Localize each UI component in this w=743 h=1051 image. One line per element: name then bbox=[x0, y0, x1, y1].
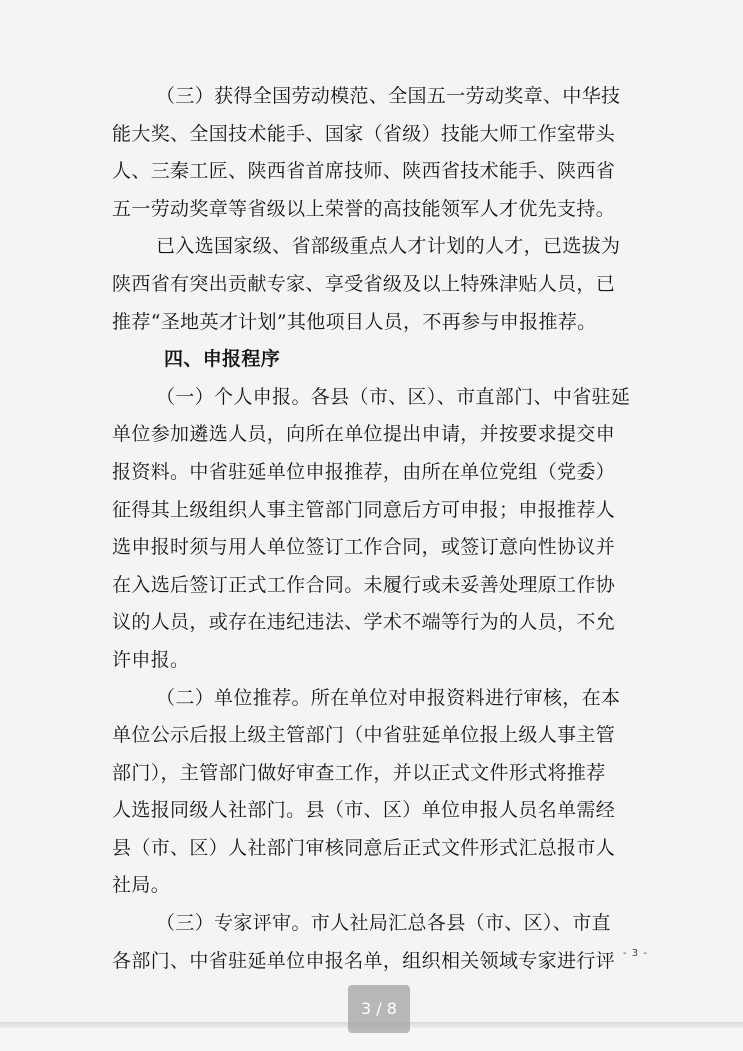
page-indicator[interactable]: 3 / 8 bbox=[348, 985, 410, 1033]
paragraph-line: 征得其上级组织人事主管部门同意后方可申报；申报推荐人 bbox=[112, 498, 616, 521]
paragraph-line: 部门），主管部门做好审查工作，并以正式文件形式将推荐 bbox=[112, 761, 606, 784]
paragraph-line: 人、三秦工匠、陕西省首席技师、陕西省技术能手、陕西省 bbox=[112, 160, 616, 183]
document-text bbox=[112, 78, 642, 980]
paragraph-line: 许申报。 bbox=[112, 648, 190, 671]
paragraph-line: 县（市、区）人社部门审核同意后正式文件形式汇总报市人 bbox=[112, 836, 616, 859]
paragraph-line: （三）获得全国劳动模范、全国五一劳动奖章、中华技 bbox=[156, 85, 621, 107]
paragraph-line: 议的人员，或存在违纪违法、学术不端等行为的人员，不允 bbox=[112, 611, 616, 634]
paragraph-line: （三）专家评审。市人社局汇总各县（市、区）、市直 bbox=[156, 912, 611, 935]
paragraph-line: 人选报同级人社部门。县（市、区）单位申报人员名单需经 bbox=[112, 799, 616, 822]
paragraph-line: 陕西省有突出贡献专家、享受省级及以上特殊津贴人员，已 bbox=[112, 272, 616, 295]
paragraph-line: （二）单位推荐。所在单位对申报资料进行审核，在本 bbox=[156, 686, 621, 709]
paragraph-line: 单位公示后报上级主管部门（中省驻延单位报上级人事主管 bbox=[112, 724, 616, 747]
paragraph-line: （一）个人申报。各县（市、区）、市直部门、中省驻延 bbox=[156, 385, 631, 408]
paragraph-line: 已入选国家级、省部级重点人才计划的人才，已选拔为 bbox=[156, 235, 621, 258]
paragraph-line: 能大奖、全国技术能手、国家（省级）技能大师工作室带头 bbox=[112, 122, 616, 145]
section-heading: 四、申报程序 bbox=[164, 348, 281, 371]
page-number: - 3 - bbox=[623, 948, 648, 959]
paragraph-line: 在入选后签订正式工作合同。未履行或未妥善处理原工作协 bbox=[112, 573, 616, 596]
paragraph-line: 社局。 bbox=[112, 874, 171, 897]
paragraph-line: 各部门、中省驻延单位申报名单，组织相关领域专家进行评 bbox=[112, 949, 616, 972]
paragraph-line: 单位参加遴选人员，向所在单位提出申请，并按要求提交申 bbox=[112, 423, 616, 446]
paragraph-line: 五一劳动奖章等省级以上荣誉的高技能领军人才优先支持。 bbox=[112, 197, 616, 220]
paragraph-line: 报资料。中省驻延单位申报推荐，由所在单位党组（党委） bbox=[112, 460, 616, 483]
paragraph-line: 推荐“圣地英才计划”其他项目人员，不再参与申报推荐。 bbox=[112, 310, 597, 333]
paragraph-line: 选申报时须与用人单位签订工作合同，或签订意向性协议并 bbox=[112, 536, 616, 559]
